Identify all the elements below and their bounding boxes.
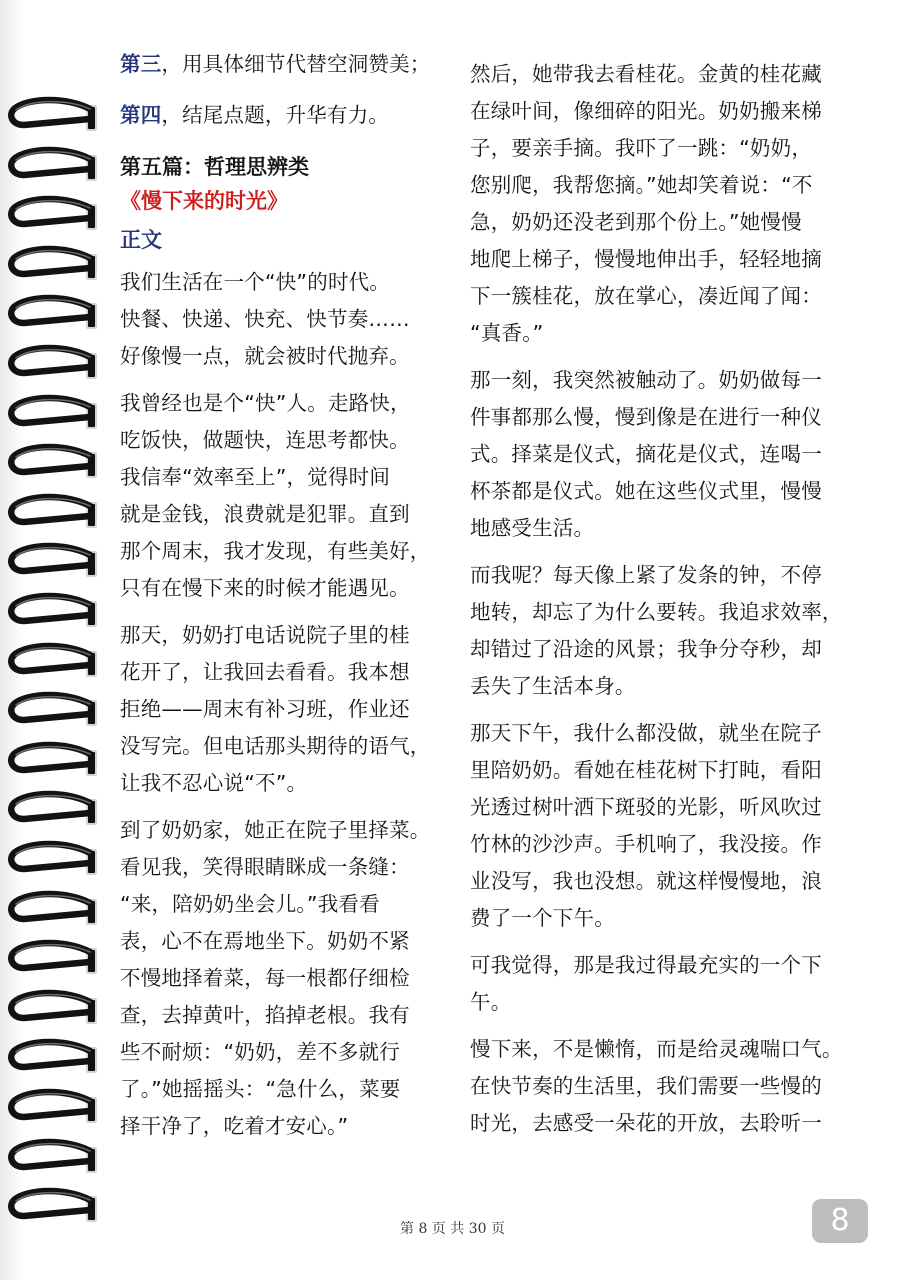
text-line: 择干净了，吃着才安心。” xyxy=(120,1114,349,1138)
text-line: 却错过了沿途的风景；我争分夺秒，却 xyxy=(470,637,822,661)
text-line: 就是金钱，浪费就是犯罪。直到 xyxy=(120,502,410,526)
paragraph xyxy=(470,715,850,937)
text-line: 那一刻，我突然被触动了。奶奶做每一 xyxy=(470,368,822,392)
spiral-binding-ring-icon xyxy=(6,740,98,782)
text-line: 式。择菜是仪式，摘花是仪式，连喝一 xyxy=(470,442,822,466)
text-line: 不慢地择着菜，每一根都仔细检 xyxy=(120,966,410,990)
spiral-binding-ring-icon xyxy=(6,343,98,385)
spiral-binding-ring-icon xyxy=(6,442,98,484)
paragraph xyxy=(120,812,450,1145)
spiral-binding-ring-icon xyxy=(6,1087,98,1129)
text-line: 吃饭快，做题快，连思考都快。 xyxy=(120,428,410,452)
text-line: 那天下午，我什么都没做，就坐在院子 xyxy=(470,721,822,745)
page-number-badge: 8 xyxy=(812,1199,868,1243)
text-line: 没写完。但电话那头期待的语气， xyxy=(120,734,431,758)
paragraph xyxy=(470,947,850,1021)
text-line: 您别爬，我帮您摘。”她却笑着说：“不 xyxy=(470,173,813,197)
text-line: 快餐、快递、快充、快节奏…… xyxy=(120,307,410,331)
spiral-binding-ring-icon xyxy=(6,393,98,435)
text-line: 那天，奶奶打电话说院子里的桂 xyxy=(120,623,410,647)
paragraph xyxy=(120,617,450,802)
left-column xyxy=(120,46,450,1155)
essay-title: 《慢下来的时光》 xyxy=(120,189,288,213)
spiral-binding-ring-icon xyxy=(6,641,98,683)
point-four xyxy=(120,97,450,134)
text-line: 表，心不在焉地坐下。奶奶不紧 xyxy=(120,929,410,953)
right-column xyxy=(470,56,850,1152)
text-line: 午。 xyxy=(470,990,512,1014)
text-line: 地转，却忘了为什么要转。我追求效率， xyxy=(470,600,843,624)
text-line: 我曾经也是个“快”人。走路快， xyxy=(120,391,411,415)
body-label: 正文 xyxy=(120,228,162,252)
text-line: 到了奶奶家，她正在院子里择菜。 xyxy=(120,818,431,842)
spiral-binding-ring-icon xyxy=(6,244,98,286)
spiral-binding-ring-icon xyxy=(6,1137,98,1179)
spiral-binding-ring-icon xyxy=(6,839,98,881)
text-line: 地爬上梯子，慢慢地伸出手，轻轻地摘 xyxy=(470,247,822,271)
text-line: 子，要亲手摘。我吓了一跳：“奶奶， xyxy=(470,136,813,160)
spiral-binding-ring-icon xyxy=(6,541,98,583)
spiral-binding-ring-icon xyxy=(6,938,98,980)
spiral-binding-ring-icon xyxy=(6,194,98,236)
paragraph xyxy=(470,362,850,547)
point-four-label: 第四 xyxy=(120,103,162,127)
text-line: 业没写，我也没想。就这样慢慢地，浪 xyxy=(470,869,822,893)
right-paragraphs xyxy=(470,56,850,1142)
text-line: 丢失了生活本身。 xyxy=(470,674,636,698)
text-line: 只有在慢下来的时候才能遇见。 xyxy=(120,576,410,600)
spiral-binding-ring-icon xyxy=(6,145,98,187)
text-line: 时光，去感受一朵花的开放，去聆听一 xyxy=(470,1111,822,1135)
text-line: “真香。” xyxy=(470,321,544,345)
text-line: 件事都那么慢，慢到像是在进行一种仪 xyxy=(470,405,822,429)
text-line: 拒绝——周末有补习班，作业还 xyxy=(120,697,410,721)
paragraph xyxy=(470,557,850,705)
text-line: 费了一个下午。 xyxy=(470,906,615,930)
paragraph xyxy=(470,56,850,352)
text-line: 我信奉“效率至上”，觉得时间 xyxy=(120,465,391,489)
spiral-binding-ring-icon xyxy=(6,492,98,534)
text-line: 让我不忍心说“不”。 xyxy=(120,771,308,795)
spiral-binding-ring-icon xyxy=(6,1037,98,1079)
text-line: 急，奶奶还没老到那个份上。”她慢慢 xyxy=(470,210,802,234)
paragraph xyxy=(120,264,450,375)
text-line: 看见我，笑得眼睛眯成一条缝： xyxy=(120,855,410,879)
paragraph xyxy=(120,385,450,607)
text-line: 地感受生活。 xyxy=(470,516,595,540)
spiral-binding-ring-icon xyxy=(6,293,98,335)
text-line: 查，去掉黄叶，掐掉老根。我有 xyxy=(120,1003,410,1027)
text-line: 而我呢？每天像上紧了发条的钟，不停 xyxy=(470,563,822,587)
page-footer: 第 8 页 共 30 页 xyxy=(400,1221,505,1237)
text-line: 光透过树叶洒下斑驳的光影，听风吹过 xyxy=(470,795,822,819)
spiral-binding-ring-icon xyxy=(6,988,98,1030)
text-line: “来，陪奶奶坐会儿。”我看看 xyxy=(120,892,380,916)
point-four-text: ，结尾点题，升华有力。 xyxy=(161,103,390,127)
spiral-binding-ring-icon xyxy=(6,889,98,931)
spiral-binding-ring-icon xyxy=(6,690,98,732)
text-line: 可我觉得，那是我过得最充实的一个下 xyxy=(470,953,822,977)
section-heading: 第五篇：哲理思辨类 xyxy=(120,155,309,179)
spiral-binding-ring-icon xyxy=(6,95,98,137)
text-line: 下一簇桂花，放在掌心，凑近闻了闻： xyxy=(470,284,822,308)
text-line: 好像慢一点，就会被时代抛弃。 xyxy=(120,344,410,368)
text-line: 在绿叶间，像细碎的阳光。奶奶搬来梯 xyxy=(470,99,822,123)
text-line: 慢下来，不是懒惰，而是给灵魂喘口气。 xyxy=(470,1037,843,1061)
text-line: 花开了，让我回去看看。我本想 xyxy=(120,660,410,684)
text-line: 了。”她摇摇头：“急什么，菜要 xyxy=(120,1077,401,1101)
left-paragraphs xyxy=(120,264,450,1145)
spiral-binding-ring-icon xyxy=(6,591,98,633)
point-three-text: ，用具体细节代替空洞赞美； xyxy=(161,52,431,76)
text-line: 竹林的沙沙声。手机响了，我没接。作 xyxy=(470,832,822,856)
text-line: 杯茶都是仪式。她在这些仪式里，慢慢 xyxy=(470,479,822,503)
point-three xyxy=(120,46,450,83)
text-line: 那个周末，我才发现，有些美好， xyxy=(120,539,431,563)
paragraph xyxy=(470,1031,850,1142)
text-line: 里陪奶奶。看她在桂花树下打盹，看阳 xyxy=(470,758,822,782)
text-line: 些不耐烦：“奶奶，差不多就行 xyxy=(120,1040,400,1064)
point-three-label: 第三 xyxy=(120,52,162,76)
text-line: 我们生活在一个“快”的时代。 xyxy=(120,270,391,294)
text-line: 然后，她带我去看桂花。金黄的桂花藏 xyxy=(470,62,822,86)
spiral-binding-ring-icon xyxy=(6,789,98,831)
text-line: 在快节奏的生活里，我们需要一些慢的 xyxy=(470,1074,822,1098)
